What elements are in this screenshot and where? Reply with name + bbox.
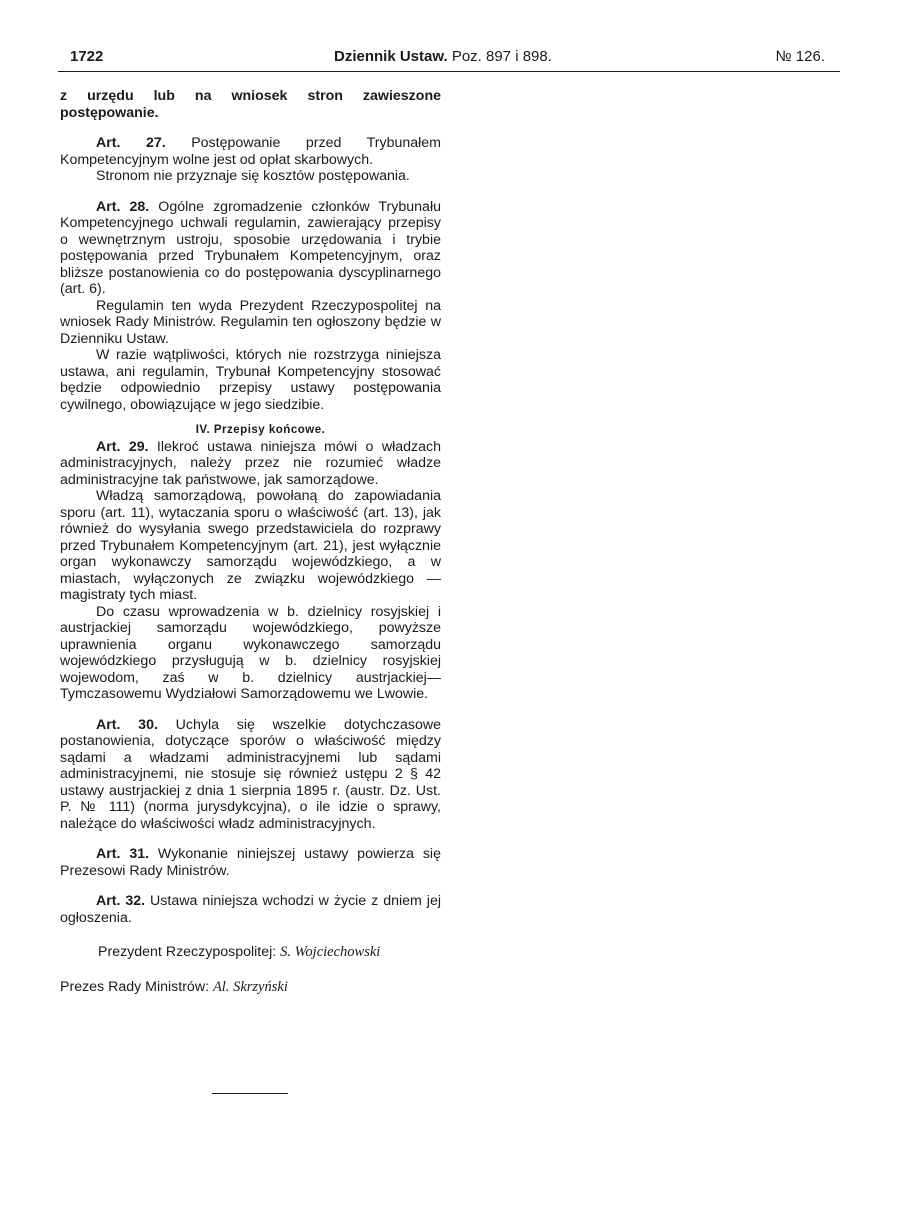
article-31 — [60, 846, 441, 879]
end-rule — [212, 1093, 288, 1094]
prime-minister-title: Prezes Rady Ministrów: — [60, 978, 213, 995]
president-title: Prezydent Rzeczypospolitej: — [98, 944, 281, 960]
article-28-paragraph-2: Regulamin ten wyda Prezydent Rzeczypospolitej na wniosek Rady Ministrów. Regulamin ten ogłoszony będzie w Dzienniku Ustaw. — [60, 297, 441, 347]
prime-minister-signature — [60, 979, 441, 996]
article-29-paragraph-3: Do czasu wprowadzenia w b. dzielnicy rosyjskiej i austrjackiej samorządu wojewódzkiego, powyższe uprawnienia organu wykonawczego samorządu wojewódzkiego przysługują w b. dzielnicy rosyjskiej wojewodom, zaś w b. dzielnicy austrjackiej—Tymczasowemu Wydziałowi Samorządowemu we Lwowie. — [60, 603, 441, 702]
article-32-label: Art. 32. — [96, 893, 146, 909]
article-27 — [60, 135, 441, 168]
article-28-label: Art. 28. — [96, 198, 150, 215]
article-27-label: Art. 27. — [96, 135, 166, 151]
journal-name: Dziennik Ustaw. — [334, 48, 448, 65]
issue-number: № 126. — [775, 48, 825, 65]
page-header — [58, 48, 840, 72]
page-number: 1722 — [70, 48, 104, 65]
article-30-label: Art. 30. — [96, 716, 158, 733]
text-column — [60, 88, 441, 995]
president-name: S. Wojciechowski — [280, 944, 381, 960]
journal-position: Poz. 897 i 898. — [451, 48, 552, 65]
paragraph-continuation: z urzędu lub na wniosek stron zawieszone postępowanie. — [60, 88, 441, 121]
article-31-label: Art. 31. — [96, 846, 150, 862]
article-31-text: Wykonanie niniejszej ustawy powierza się Prezesowi Rady Ministrów. — [60, 846, 441, 879]
article-29-text: Ilekroć ustawa niniejsza mówi o władzach administracyjnych, należy przez nie rozumieć władze administracyjne tak państwowe, jak samorządowe. — [60, 438, 441, 488]
article-32 — [60, 893, 441, 926]
article-28 — [60, 199, 441, 298]
article-30-text: Uchyla się wszelkie dotychczasowe postanowienia, dotyczące sporów o właściwość między sądami a władzami administracyjnemi lub sądami administracyjnemi, nie stosuje się również ustępu 2 § 42 ustawy austrjackiej z dnia 1 sierpnia 1895 r. (austr. Dz. Ust. P. № 111) (norma jurysdykcyjna), o ile idzie o sprawy, należące do właściwości władz administracyjnych. — [60, 716, 441, 832]
article-28-paragraph-3: W razie wątpliwości, których nie rozstrzyga niniejsza ustawa, ani regulamin, Trybunał Kompetencyjny stosować będzie odpowiednio przepisy ustawy postępowania cywilnego, obowiązujące w jego siedzibie. — [60, 347, 441, 413]
article-30 — [60, 717, 441, 833]
president-signature — [60, 944, 441, 961]
article-27-text: Postępowanie przed Trybunałem Kompetencyjnym wolne jest od opłat skarbowych. — [60, 135, 441, 168]
article-29-paragraph-2: Władzą samorządową, powołaną do zapowiadania sporu (art. 11), wytaczania sporu o właściwość (art. 13), jak również do wysyłania swego przedstawiciela do rozprawy przed Trybunałem Kompetencyjnym (art. 21), jest wyłącznie organ wykonawczy samorządu wojewódzkiego, a w miastach, wyłączonych ze związku wojewódzkiego — magistraty tych miast. — [60, 488, 441, 603]
journal-title — [334, 48, 552, 65]
article-29-label: Art. 29. — [96, 438, 149, 455]
header-rule — [58, 71, 840, 72]
article-32-text: Ustawa niniejsza wchodzi w życie z dniem jej ogłoszenia. — [60, 893, 441, 926]
prime-minister-name: Al. Skrzyński — [212, 978, 288, 995]
section-heading: IV. Przepisy końcowe. — [195, 424, 326, 436]
article-27-paragraph-2: Stronom nie przyznaje się kosztów postępowania. — [96, 168, 410, 184]
article-29 — [60, 439, 441, 489]
article-28-text: Ogólne zgromadzenie członków Trybunału Kompetencyjnego uchwali regulamin, zawierający przepisy o wewnętrznym ustroju, sposobie urzędowania i trybie postępowania przed Trybunałem Kompetencyjnym, oraz bliższe postanowienia co do postępowania dyscyplinarnego (art. 6). — [60, 198, 441, 297]
